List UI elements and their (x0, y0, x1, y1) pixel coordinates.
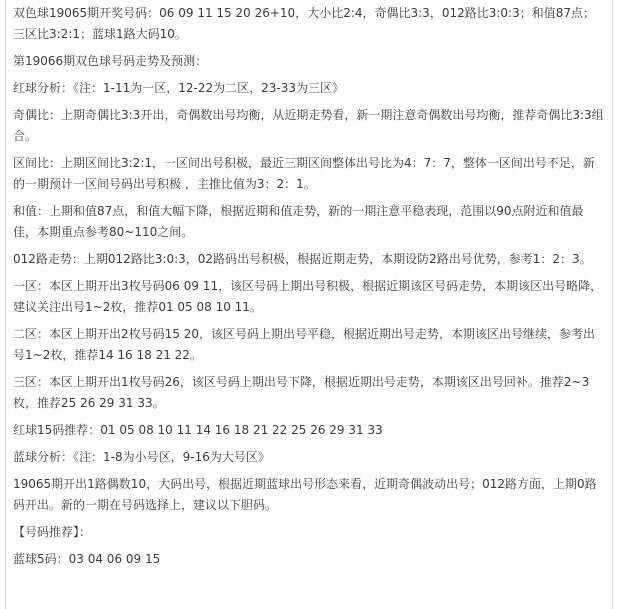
sum-value-paragraph: 和值：上期和值87点，和值大幅下降，根据近期和值走势，新的一期注意平稳表现，范围以90点附近和值最佳，本期重点参考80~110之间。 (13, 204, 584, 239)
blue-ball-analysis-paragraph: 19065期开出1路偶数10，大码出号，根据近期蓝球出号形态来看，近期奇偶波动出号；012路方面，上期0路码开出。新的一期在号码选择上，建议以下胆码。 (13, 477, 597, 512)
zone-ratio-paragraph: 区间比：上期区间比3:2:1，一区间出号积极，最近三期区间整体出号比为4：7：7，整体一区间出号不足，新的一期预计一区间号码出号积极 ，主推比值为3：2：1。 (13, 156, 595, 191)
route-012-paragraph: 012路走势：上期012路比3:0:3，02路码出号积极，根据近期走势，本期设防2路出号优势，参考1：2：3。 (13, 252, 592, 266)
article-page (5, 0, 613, 609)
zone-one-paragraph: 一区：本区上期开出3枚号码06 09 11，该区号码上期出号积极，根据近期该区号码走势，本期该区出号略降，建议关注出号1~2枚，推荐01 05 08 10 11。 (13, 279, 603, 314)
zone-two-paragraph: 二区：本区上期开出2枚号码15 20，该区号码上期出号平稳，根据近期出号走势，本期该区出号继续，参考出号1~2枚，推荐14 16 18 21 22。 (13, 327, 595, 362)
red-15-recommendation: 红球15码推荐：01 05 08 10 11 14 16 18 21 22 25 26 29 31 33 (13, 423, 383, 437)
number-recommendation-heading: 【号码推荐】： (13, 525, 92, 539)
forecast-title: 第19066期双色球号码走势及预测： (13, 54, 208, 68)
zone-three-paragraph: 三区：本区上期开出1枚号码26，该区号码上期出号下降，根据近期出号走势，本期该区出号回补。推荐2~3枚，推荐25 26 29 31 33。 (13, 375, 590, 410)
blue-5-recommendation: 蓝球5码：03 04 06 09 15 (13, 552, 161, 566)
draw-result-paragraph: 双色球19065期开奖号码：06 09 11 15 20 26+10，大小比2:4，奇偶比3:3，012路比3:0:3；和值87点；三区比3:2:1；蓝球1路大码10。 (13, 6, 595, 41)
article-body (6, 0, 612, 570)
blue-ball-analysis-heading: 蓝球分析：《注：1-8为小号区，9-16为大号区》 (13, 450, 270, 464)
odd-even-paragraph: 奇偶比：上期奇偶比3:3开出，奇偶数出号均衡，从近期走势看，新一期注意奇偶数出号均衡，推荐奇偶比3:3组合。 (13, 108, 604, 143)
red-ball-analysis-heading: 红球分析：《注：1-11为一区，12-22为二区，23-33为三区》 (13, 81, 344, 95)
